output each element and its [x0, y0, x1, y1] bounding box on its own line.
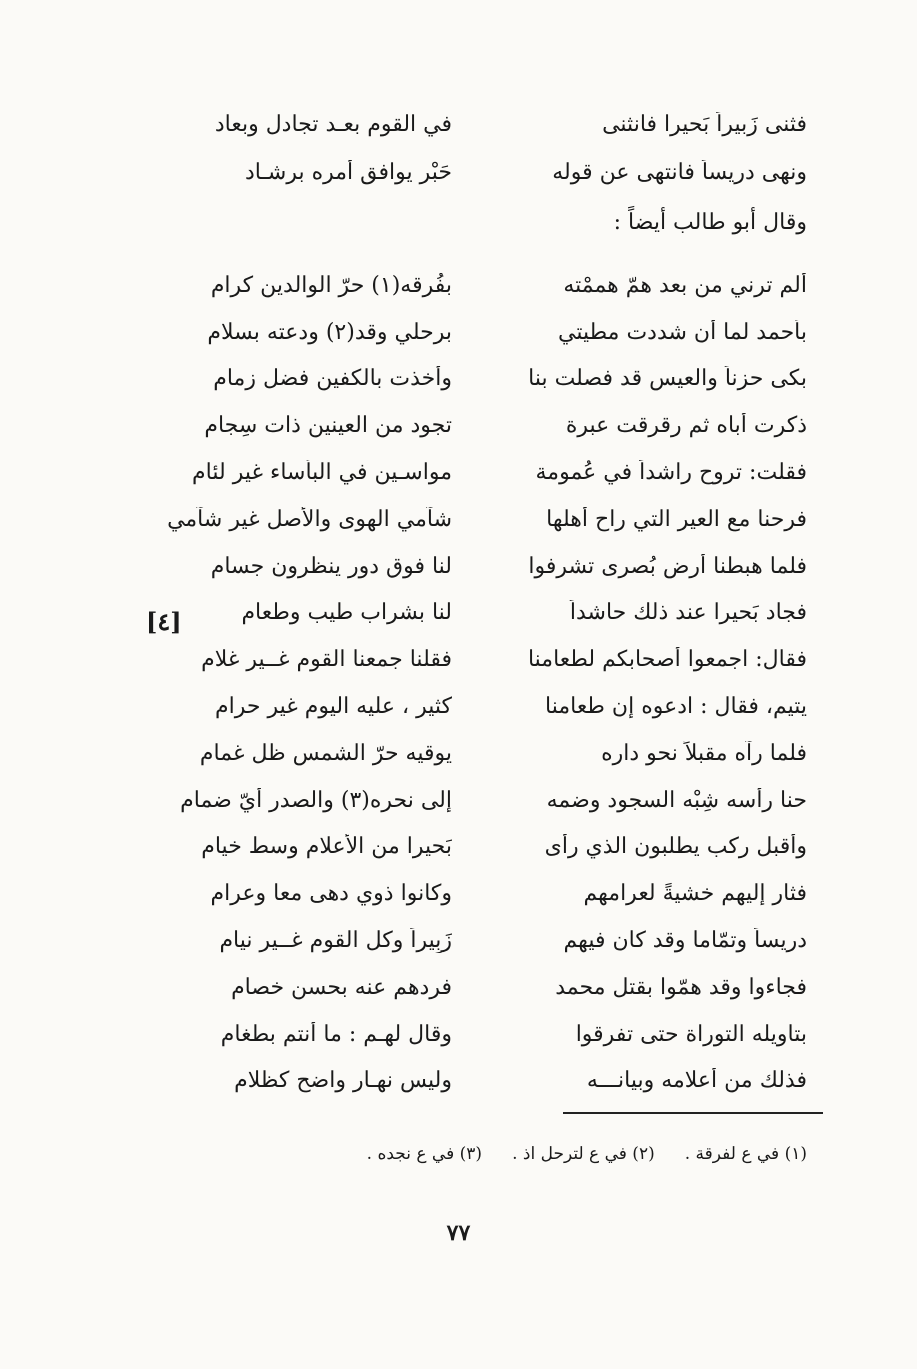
verse-left-hemistich: بفُرقه(١) حرّ الوالدين كرام [210, 272, 452, 298]
verse-row [147, 917, 807, 964]
verse-right-hemistich: فجاد بَحيرا عند ذلك حاشداً [569, 600, 807, 626]
verse-right-hemistich: فقال: اجمعوا أصحابكم لطعامنا [527, 647, 807, 673]
verse-right-hemistich: ونهى دريساً فانتهى عن قوله [552, 159, 807, 185]
verse-row [147, 964, 807, 1011]
verse-row [147, 683, 807, 730]
poem-top [147, 100, 807, 196]
verse-left-hemistich: في القوم بعـد تجادل وبعاد [214, 111, 452, 137]
verse-left-hemistich: فقلنا جمعنا القوم غــير غلام [201, 647, 452, 673]
verse-row [147, 100, 807, 148]
verse-left-hemistich: وقال لهـم : ما أنتم بطغام [220, 1021, 452, 1047]
verse-row [147, 870, 807, 917]
verse-left-hemistich: برحلي وقد(٢) ودعته بسلام [207, 319, 452, 345]
verse-right-hemistich: بكى حزناً والعيس قد فصلت بنا [528, 366, 807, 392]
verse-left-hemistich: وأخذت بالكفين فضل زمام [213, 366, 452, 392]
verse-row [147, 1058, 807, 1105]
verse-row [147, 309, 807, 356]
verse-left-hemistich: فردهم عنه بحسن خصام [231, 974, 452, 1000]
verse-row [147, 402, 807, 449]
verse-left-hemistich: يوقيه حرّ الشمس ظل غمام [199, 740, 452, 766]
verse-right-hemistich: وأقبل ركب يطلبون الذي رأى [544, 834, 807, 860]
footnote: (١) في ع لفرقة . [684, 1144, 807, 1164]
verse-left-hemistich: شآمي الهوى والأصل غير شآمي [167, 506, 452, 532]
verse-row [147, 262, 807, 309]
footnote: (٣) في ع نجده . [366, 1144, 483, 1164]
footnote-divider [563, 1112, 823, 1114]
verse-left-hemistich: مواسـين في البأساء غير لئام [192, 460, 452, 486]
verse-right-hemistich: ألم ترني من بعد همّ هممْته [563, 272, 807, 298]
verse-left-hemistich: لنا فوق دور ينظرون جسام [210, 553, 452, 579]
verse-row [147, 543, 807, 590]
verse-right-hemistich: فقلت: تروح راشداً في عُمومة [535, 460, 807, 486]
verse-row [147, 1011, 807, 1058]
verse-right-hemistich: ذكرت أباه ثم رقرقت عبرة [565, 413, 807, 439]
verse-left-hemistich: بَحيرا من الأعلام وسط خيام [201, 834, 452, 860]
verse-row [147, 148, 807, 196]
verse-marker: [٤] [146, 607, 182, 636]
verse-left-hemistich: تجود من العينين ذات سِجام [204, 413, 452, 439]
verse-row [147, 590, 807, 637]
verse-right-hemistich: فثار إليهم خشيةً لعرامهم [583, 881, 807, 907]
poem-main [147, 262, 807, 1104]
verse-right-hemistich: دريساً وتمّاما وقد كان فيهم [563, 928, 807, 954]
verse-left-hemistich: كثير ، عليه اليوم غير حرام [215, 694, 452, 720]
section-intro: وقال أبو طالب أيضاً : [613, 210, 807, 235]
verse-left-hemistich: لنا بشراب طيب وطعام [241, 600, 452, 626]
verse-right-hemistich: فثنى زَبيراً بَحيرا فانثنى [602, 111, 807, 137]
verse-left-hemistich: حَبْر يوافق أمره برشـاد [244, 159, 452, 185]
verse-row [147, 730, 807, 777]
verse-row [147, 777, 807, 824]
verse-right-hemistich: يتيم، فقال : ادعوه إن طعامنا [544, 694, 807, 720]
verse-right-hemistich: فلما هبطنا أرض بُصرى تشرفوا [528, 553, 807, 579]
verse-row [147, 824, 807, 871]
verse-left-hemistich: إلى نحره(٣) والصدر أيّ ضمام [180, 787, 452, 813]
verse-row [147, 356, 807, 403]
verse-right-hemistich: فذلك من أعلامه وبيانـــه [586, 1068, 807, 1094]
verse-left-hemistich: وكانوا ذوي دهى معا وعرام [210, 881, 452, 907]
verse-left-hemistich: زَبِيراً وكل القوم غــير نيام [219, 928, 452, 954]
verse-right-hemistich: بتاويله التوراة حتى تفرقوا [575, 1021, 807, 1047]
verse-right-hemistich: فجاءوا وقد همّوا بقتل محمد [555, 974, 807, 1000]
verse-right-hemistich: بأحمد لما أن شددت مطيتي [558, 319, 807, 345]
verse-right-hemistich: فلما رآه مقبلاً نحو داره [601, 740, 807, 766]
verse-right-hemistich: حنا رأسه شِبْه السجود وضمه [546, 787, 807, 813]
verse-left-hemistich: وليس نهـار واضح كظلام [234, 1068, 452, 1094]
footnotes [287, 1144, 807, 1164]
verse-row [147, 636, 807, 683]
verse-right-hemistich: فرحنا مع العير التي راح أهلها [546, 506, 807, 532]
verse-row [147, 449, 807, 496]
footnote: (٢) في ع لترحل اذ . [512, 1144, 655, 1164]
page-number: ٧٧ [446, 1220, 471, 1246]
verse-row [147, 496, 807, 543]
